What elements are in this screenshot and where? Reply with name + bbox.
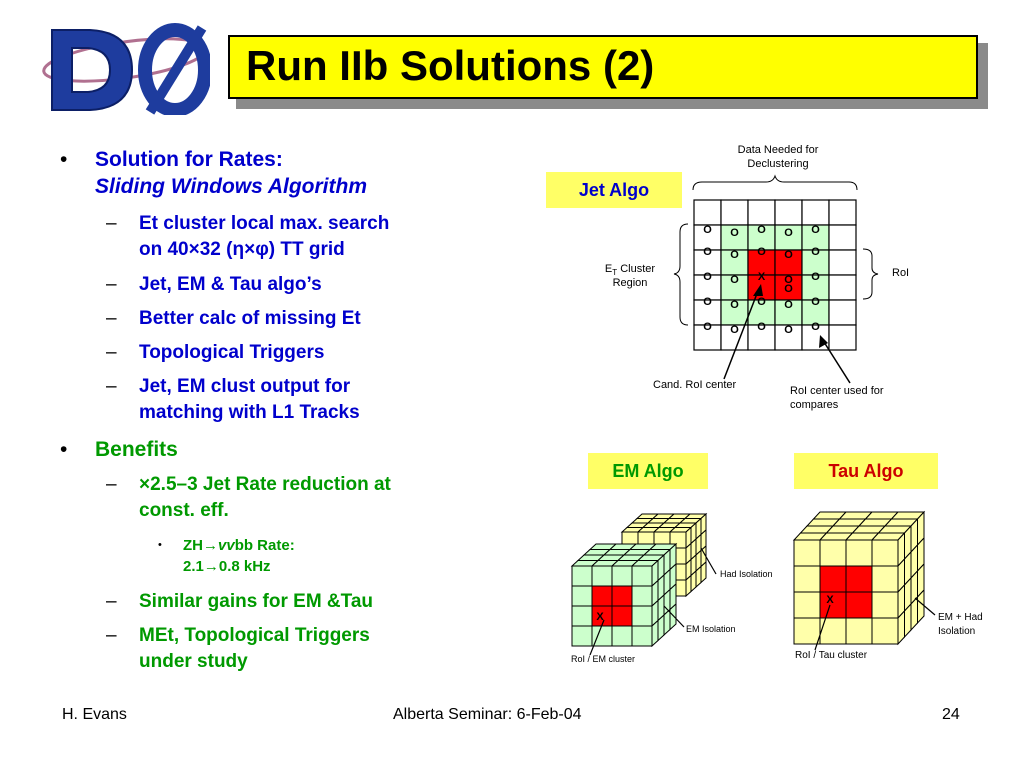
roi-tau-label: RoI / Tau cluster	[795, 650, 868, 661]
roi-used-label: RoI center used for	[790, 385, 884, 397]
sub-bullet-text: const. eff.	[139, 500, 229, 521]
grid-cell	[748, 200, 775, 225]
o-marker: O	[811, 271, 820, 283]
sub-bullet-text: Better calc of missing Et	[139, 308, 361, 329]
em-isolation-label: EM Isolation	[686, 624, 736, 634]
bullet-benefits-head: Benefits	[95, 438, 178, 461]
cube-front-cell	[794, 592, 820, 618]
grid-cell	[829, 225, 856, 250]
o-marker: O	[811, 321, 820, 333]
dash-mark: –	[106, 308, 117, 329]
sub-bullet-text: Jet, EM clust output for	[139, 376, 351, 397]
cube-front-cell	[612, 566, 632, 586]
cand-roi-label: Cand. RoI center	[653, 379, 737, 391]
jet-algo-label: Jet Algo	[546, 172, 682, 208]
page-title: Run IIb Solutions (2)	[246, 42, 655, 89]
cube-front-cell	[872, 618, 898, 644]
sub-bullet-text: MEt, Topological Triggers	[139, 625, 370, 646]
sub-bullet-text: Topological Triggers	[139, 342, 325, 363]
jet-grid	[694, 200, 856, 350]
small-bullet-mark: •	[158, 539, 162, 551]
sub-bullet-text: under study	[139, 651, 248, 672]
cube-front-cell	[592, 566, 612, 586]
data-needed-brace	[693, 176, 857, 190]
dash-mark: –	[106, 591, 117, 612]
o-marker: O	[730, 227, 739, 239]
o-marker: O	[730, 249, 739, 261]
dash-mark: –	[106, 213, 117, 234]
bullet-mark: •	[60, 438, 68, 461]
x-marker: X	[826, 594, 834, 606]
grid-cell	[829, 300, 856, 325]
o-marker: O	[730, 299, 739, 311]
sub-bullet-text: matching with L1 Tracks	[139, 402, 360, 423]
dash-mark: –	[106, 474, 117, 495]
dash-mark: –	[106, 274, 117, 295]
em-had-label: EM + Had	[938, 612, 983, 623]
cube-front-cell	[820, 566, 846, 592]
em-algo-label: EM Algo	[588, 453, 708, 489]
cube-front-cell	[572, 606, 592, 626]
o-marker: O	[784, 274, 793, 286]
o-marker: O	[784, 324, 793, 336]
o-marker: O	[703, 321, 712, 333]
o-marker: O	[730, 274, 739, 286]
roi-used-label: compares	[790, 399, 839, 411]
grid-cell	[829, 250, 856, 275]
o-marker: O	[784, 283, 793, 295]
o-marker: O	[730, 324, 739, 336]
cube-front-cell	[846, 592, 872, 618]
o-marker: O	[703, 271, 712, 283]
o-marker: O	[784, 227, 793, 239]
sub-bullet-text: Jet, EM & Tau algo’s	[139, 274, 322, 295]
cube-front-cell	[572, 566, 592, 586]
footer-page-number: 24	[942, 706, 960, 723]
x-marker: X	[596, 611, 604, 623]
data-needed-label: Data Needed for	[737, 144, 819, 156]
dash-mark: –	[106, 625, 117, 646]
grid-cell	[829, 325, 856, 350]
o-marker: O	[757, 224, 766, 236]
bullet-mark: •	[60, 148, 68, 171]
cube-front-cell	[632, 606, 652, 626]
grid-cell	[775, 200, 802, 225]
o-marker: O	[784, 249, 793, 261]
footer-author: H. Evans	[62, 706, 127, 723]
had-isolation-label: Had Isolation	[720, 569, 773, 579]
cube-front-cell	[632, 626, 652, 646]
o-marker: O	[784, 299, 793, 311]
x-marker: X	[757, 271, 766, 283]
roi-em-label: RoI / EM cluster	[571, 654, 636, 664]
roi-brace	[863, 249, 878, 299]
cube-front-cell	[632, 566, 652, 586]
cube-front-cell	[592, 586, 612, 606]
o-marker: O	[811, 224, 820, 236]
grid-cell	[829, 200, 856, 225]
grid-cell	[694, 200, 721, 225]
grid-cell	[721, 200, 748, 225]
cube-front-cell	[612, 626, 632, 646]
o-marker: O	[811, 246, 820, 258]
cube-front-cell	[872, 566, 898, 592]
em-had-label: Isolation	[938, 626, 976, 637]
dash-mark: –	[106, 342, 117, 363]
cube-front-cell	[632, 586, 652, 606]
cube-front-cell	[794, 618, 820, 644]
sub-bullet-text: ×2.5–3 Jet Rate reduction at	[139, 474, 391, 495]
data-needed-label: Declustering	[747, 158, 809, 170]
et-cluster-brace	[674, 224, 688, 325]
tau-algo-label: Tau Algo	[794, 453, 938, 489]
footer-event: Alberta Seminar: 6-Feb-04	[393, 706, 582, 723]
cube-front-cell	[794, 540, 820, 566]
cube-front-cell	[872, 540, 898, 566]
cube-front-cell	[612, 606, 632, 626]
grid-cell	[829, 275, 856, 300]
roi-label: RoI	[892, 267, 910, 279]
sub-bullet-text: on 40×32 (η×φ) TT grid	[139, 239, 345, 260]
et-cluster-label: $E_T$ Cluster	[604, 263, 656, 277]
dash-mark: –	[106, 376, 117, 397]
cube-front-cell	[820, 540, 846, 566]
o-marker: O	[757, 321, 766, 333]
sub-bullet-text: Similar gains for EM &Tau	[139, 591, 374, 612]
bullet-solution-sub: Sliding Windows Algorithm	[95, 175, 368, 198]
o-marker: O	[703, 296, 712, 308]
tau-cube	[794, 512, 924, 644]
cube-front-cell	[794, 566, 820, 592]
cube-front-cell	[572, 626, 592, 646]
sub-sub-bullet-text: 2.1→0.8 kHz	[183, 558, 271, 575]
et-cluster-label: Region	[612, 277, 648, 289]
bullet-solution-head: Solution for Rates:	[95, 148, 283, 171]
o-marker: O	[757, 246, 766, 258]
cube-front-cell	[846, 540, 872, 566]
cube-front-cell	[572, 586, 592, 606]
o-marker: O	[811, 296, 820, 308]
cube-front-cell	[612, 586, 632, 606]
o-marker: O	[757, 296, 766, 308]
o-marker: O	[703, 224, 712, 236]
cube-front-cell	[846, 618, 872, 644]
cube-front-cell	[846, 566, 872, 592]
o-marker: O	[703, 246, 712, 258]
grid-cell	[802, 200, 829, 225]
cube-front-cell	[872, 592, 898, 618]
sub-sub-bullet-text: ZH→vvbb Rate:	[183, 537, 295, 554]
sub-bullet-text: Et cluster local max. search	[139, 213, 390, 234]
